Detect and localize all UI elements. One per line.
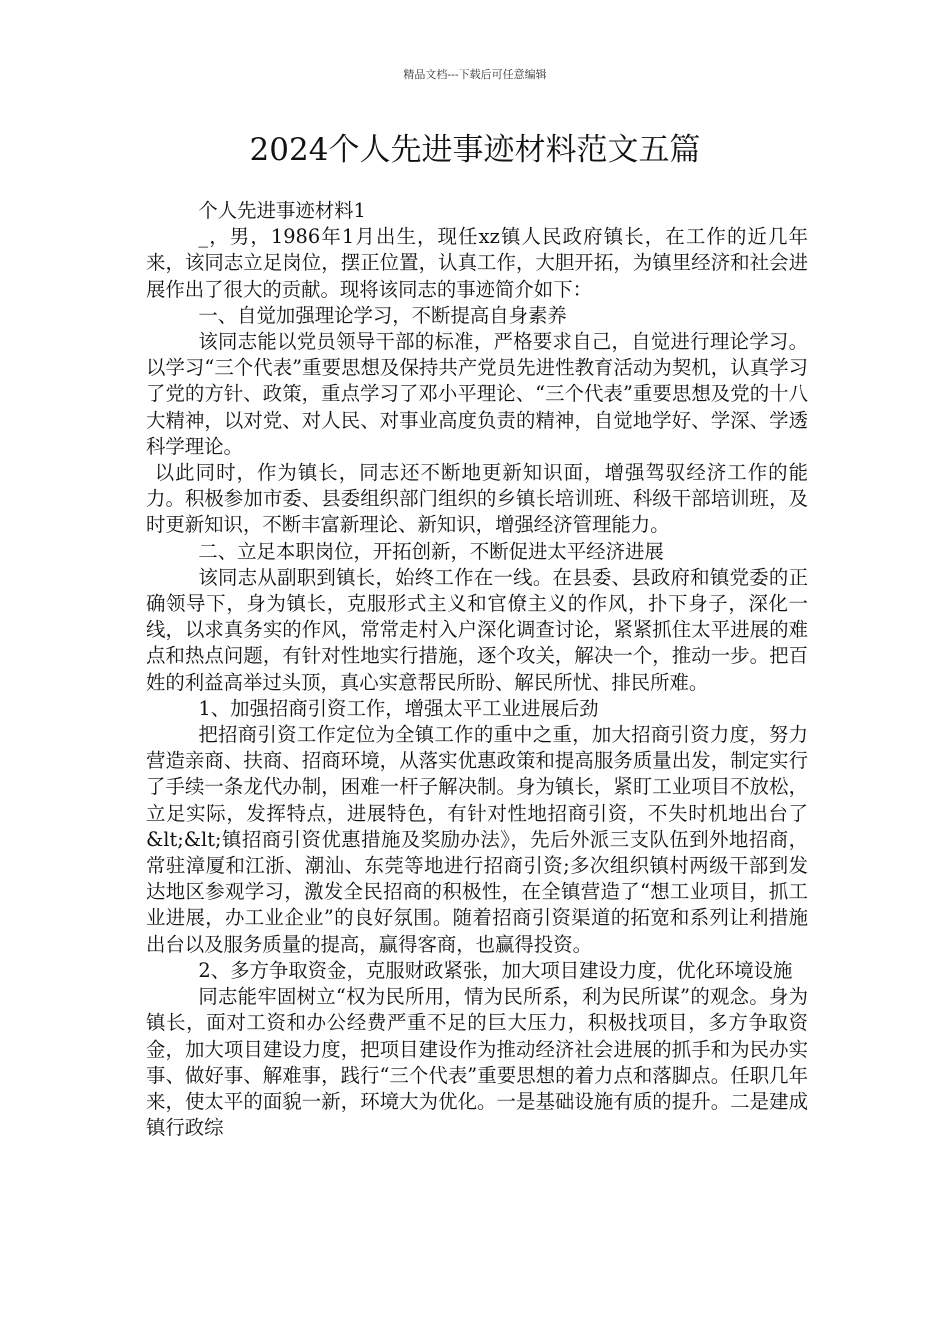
paragraph: 该同志从副职到镇长，始终工作在一线。在县委、县政府和镇党委的正确领导下，身为镇长，克服形式主义和官僚主义的作风，扑下身子，深化一线，以求真务实的作风，常常走村入户深化调查讨论，紧紧抓住太平进展的难点和热点问题，有针对性地实行措施，逐个攻关，解决一个，推动一步。把百姓的利益高举过头顶，真心实意帮民所盼、解民所忧、排民所难。 — [146, 565, 808, 694]
subsection-heading: 2、多方争取资金，克服财政紧张，加大项目建设力度，优化环境设施 — [198, 958, 793, 982]
section-heading: 一、自觉加强理论学习，不断提高自身素养 — [198, 303, 567, 327]
subsection-heading: 1、加强招商引资工作，增强太平工业进展后劲 — [198, 696, 599, 720]
paragraph: 同志能牢固树立“权为民所用，情为民所系，利为民所谋”的观念。身为镇长，面对工资和办公经费严重不足的巨大压力，积极找项目，多方争取资金，加大项目建设力度，把项目建设作为推动经济社会进展的抓手和为民办实事、做好事、解难事，践行“三个代表”重要思想的着力点和落脚点。任职几年来，使太平的面貌一新，环境大为优化。一是基础设施有质的提升。二是建成镇行政综 — [146, 985, 808, 1140]
page-header: 精品文档---下载后可任意编辑 — [403, 68, 547, 81]
section-heading: 个人先进事迹材料1 — [198, 199, 366, 222]
paragraph: 该同志能以党员领导干部的标准，严格要求自己，自觉进行理论学习。以学习“三个代表”重要思想及保持共产党员先进性教育活动为契机，认真学习了党的方针、政策，重点学习了邓小平理论、“三个代表”重要思想及党的十八大精神，以对党、对人民、对事业高度负责的精神，自觉地学好、学深、学透科学理论。 — [146, 330, 808, 458]
paragraph: _，男，1986年1月出生，现任xz镇人民政府镇长，在工作的近几年来，该同志立足岗位，摆正位置，认真工作，大胆开拓，为镇里经济和社会进展作出了很大的贡献。现将该同志的事迹简介如下： — [146, 225, 808, 301]
paragraph: 以此同时，作为镇长，同志还不断地更新知识面，增强驾驭经济工作的能力。积极参加市委、县委组织部门组织的乡镇长培训班、科级干部培训班，及时更新知识，不断丰富新理论、新知识，增强经济管理能力。 — [146, 461, 808, 537]
section-heading: 二、立足本职岗位，开拓创新，不断促进太平经济进展 — [198, 539, 664, 563]
document-title: 2024个人先进事迹材料范文五篇 — [249, 132, 701, 168]
document-body — [146, 198, 808, 1141]
paragraph: 把招商引资工作定位为全镇工作的重中之重，加大招商引资力度，努力营造亲商、扶商、招商环境，从落实优惠政策和提高服务质量出发，制定实行了手续一条龙代办制，困难一杆子解决制。身为镇长，紧盯工业项目不放松，立足实际，发挥特点，进展特色，有针对性地招商引资，不失时机地出台了&lt;&lt;镇招商引资优惠措施及奖励办法》，先后外派三支队伍到外地招商，常驻漳厦和江浙、潮汕、东莞等地进行招商引资;多次组织镇村两级干部到发达地区参观学习，激发全民招商的积极性，在全镇营造了“想工业项目，抓工业进展，办工业企业”的良好氛围。随着招商引资渠道的拓宽和系列让利措施出台以及服务质量的提高，赢得客商，也赢得投资。 — [146, 723, 808, 956]
